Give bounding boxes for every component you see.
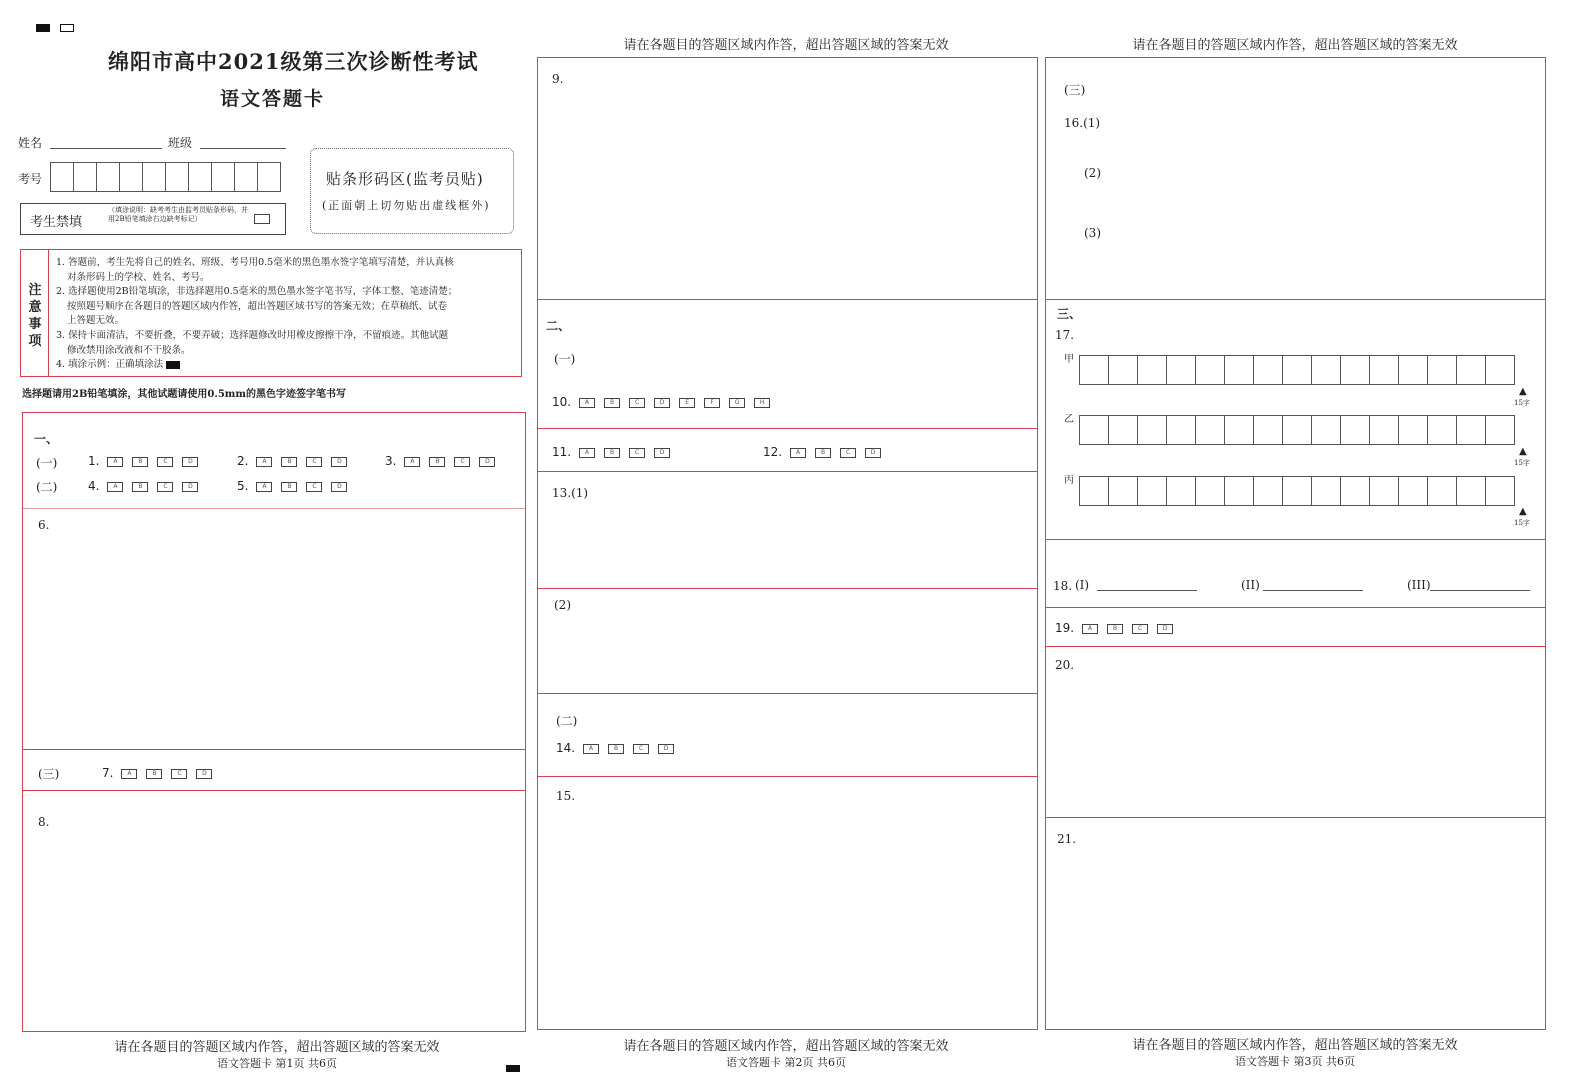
option-d-bubble[interactable]: D — [1157, 624, 1173, 634]
option-a-bubble[interactable]: A — [107, 457, 123, 467]
q13-1-label: 13.(1) — [552, 486, 589, 500]
grid-cell[interactable] — [120, 163, 143, 191]
option-d-bubble[interactable]: D — [654, 398, 670, 408]
grid-cell[interactable] — [1312, 477, 1341, 505]
divider — [538, 693, 1037, 694]
q13-2-answer-area[interactable] — [539, 589, 1036, 692]
grid-cell[interactable] — [1080, 416, 1109, 444]
grid-cell[interactable] — [1486, 477, 1515, 505]
option-a-bubble[interactable]: A — [790, 448, 806, 458]
q15-label: 15. — [556, 789, 576, 803]
grid-cell[interactable] — [1399, 416, 1428, 444]
option-c-bubble[interactable]: C — [629, 398, 645, 408]
q7-options[interactable] — [102, 766, 221, 780]
grid-cell[interactable] — [97, 163, 120, 191]
option-b-bubble[interactable]: B — [608, 744, 624, 754]
q5-options[interactable] — [237, 479, 356, 493]
option-a-bubble[interactable]: A — [404, 457, 420, 467]
warning-page1: 请在各题目的答题区域内作答，超出答题区域的答案无效 — [114, 1040, 440, 1055]
option-b-bubble[interactable]: B — [132, 482, 148, 492]
question-number: 10. — [552, 395, 572, 409]
limit-arrow: ▲ — [1519, 386, 1527, 397]
divider — [1046, 817, 1545, 818]
notice-divider — [48, 250, 49, 376]
option-b-bubble[interactable]: B — [1107, 624, 1123, 634]
question-number: 19. — [1055, 621, 1075, 635]
option-d-bubble[interactable]: D — [658, 744, 674, 754]
q16-3-label: (3) — [1084, 226, 1101, 240]
option-b-bubble[interactable]: B — [604, 448, 620, 458]
grid-cell[interactable] — [1312, 356, 1341, 384]
question-number: 3. — [385, 454, 397, 468]
option-c-bubble[interactable]: C — [454, 457, 470, 467]
question-number: 14. — [556, 741, 576, 755]
grid-cell[interactable] — [1486, 416, 1515, 444]
grid-cell[interactable] — [1370, 356, 1399, 384]
class-label: 班级 — [168, 136, 193, 150]
q8-answer-area[interactable] — [24, 792, 524, 1030]
divider — [538, 428, 1037, 429]
barcode-note: (正面朝上切勿贴出虚线框外) — [322, 199, 491, 212]
row-label-yi: 乙 — [1064, 414, 1074, 425]
q18-part-3: (III) — [1407, 578, 1431, 592]
q14-options[interactable] — [556, 741, 683, 755]
sub-three-label: (三) — [38, 767, 60, 781]
limit-label: 15字 — [1514, 399, 1530, 407]
footer-page3: 语文答题卡 第3页 共6页 — [1235, 1055, 1355, 1068]
option-a-bubble[interactable]: A — [1082, 624, 1098, 634]
divider — [538, 776, 1037, 777]
grid-cell[interactable] — [189, 163, 212, 191]
option-c-bubble[interactable]: C — [171, 769, 187, 779]
class-field[interactable] — [200, 148, 286, 149]
q11-options[interactable] — [552, 445, 679, 459]
option-c-bubble[interactable]: C — [629, 448, 645, 458]
notice-label: 注 意 事 项 — [28, 283, 42, 349]
option-d-bubble[interactable]: D — [865, 448, 881, 458]
q18-part-1: (I) — [1075, 578, 1090, 592]
q18-part-2: (II) — [1241, 578, 1260, 592]
grid-cell[interactable] — [1109, 477, 1138, 505]
grid-cell[interactable] — [1225, 356, 1254, 384]
limit-label: 15字 — [1514, 459, 1530, 467]
option-e-bubble[interactable]: E — [679, 398, 695, 408]
divider — [23, 790, 525, 791]
grid-cell[interactable] — [1167, 477, 1196, 505]
grid-cell[interactable] — [1196, 356, 1225, 384]
grid-cell[interactable] — [1428, 477, 1457, 505]
q16-1-label: 16.(1) — [1064, 116, 1101, 130]
q9-answer-area[interactable] — [539, 59, 1036, 298]
option-c-bubble[interactable]: C — [306, 457, 322, 467]
barcode-area — [310, 148, 514, 234]
grid-cell[interactable] — [166, 163, 189, 191]
registration-mark-bottom — [506, 1065, 520, 1072]
grid-cell[interactable] — [1109, 416, 1138, 444]
option-c-bubble[interactable]: C — [840, 448, 856, 458]
fill-example — [166, 361, 180, 369]
grid-cell[interactable] — [1370, 416, 1399, 444]
grid-cell[interactable] — [1341, 416, 1370, 444]
grid-cell[interactable] — [1254, 356, 1283, 384]
grid-cell[interactable] — [1225, 477, 1254, 505]
divider — [1046, 607, 1545, 608]
grid-cell[interactable] — [235, 163, 258, 191]
warning-page3: 请在各题目的答题区域内作答，超出答题区域的答案无效 — [1132, 1038, 1458, 1053]
q21-label: 21. — [1057, 832, 1077, 846]
name-field[interactable] — [50, 148, 162, 149]
q16-2-label: (2) — [1084, 166, 1101, 180]
option-b-bubble[interactable]: B — [604, 398, 620, 408]
option-b-bubble[interactable]: B — [146, 769, 162, 779]
option-a-bubble[interactable]: A — [121, 769, 137, 779]
option-a-bubble[interactable]: A — [256, 482, 272, 492]
id-label: 考号 — [18, 172, 43, 186]
option-d-bubble[interactable]: D — [654, 448, 670, 458]
option-b-bubble[interactable]: B — [429, 457, 445, 467]
option-g-bubble[interactable]: G — [729, 398, 745, 408]
q15-answer-area[interactable] — [539, 778, 1036, 1028]
q13-1-answer-area[interactable] — [539, 472, 1036, 587]
q18-blank-2[interactable] — [1263, 590, 1363, 591]
option-c-bubble[interactable]: C — [1132, 624, 1148, 634]
warning-top-col2: 请在各题目的答题区域内作答，超出答题区域的答案无效 — [623, 38, 949, 53]
q13-2-label: (2) — [554, 598, 571, 612]
grid-cell[interactable] — [1254, 416, 1283, 444]
barcode-title: 贴条形码区(监考员贴) — [326, 170, 484, 188]
option-b-bubble[interactable]: B — [132, 457, 148, 467]
q18-blank-1[interactable] — [1097, 590, 1197, 591]
divider — [23, 749, 525, 750]
col2-sub-two: (二) — [556, 714, 578, 728]
grid-cell[interactable] — [1457, 356, 1486, 384]
grid-cell[interactable] — [1399, 356, 1428, 384]
notice-text: 1. 答题前，考生先将自己的姓名、班级、考号用0.5毫米的黑色墨水签字笔填写清楚，并认真核 对条形码上的学校、姓名、考号。 2. 选择题使用2B铅笔填涂，非选择题用0.5毫米的黑色墨水签字笔书写，字体工整、笔迹清楚； 按照题号顺序在各题目的答题区域内作答，超出答题区域书写的答案无效；在草稿纸、试卷 上答题无效。 3. 保持卡面清洁，不要折叠，不要弄破；选择题修改时用橡皮擦擦干净，不留痕迹。其他试题 修改禁用涂改液和不干胶条。 4. 填涂示例：正确填涂法 — [56, 257, 458, 371]
q1-options[interactable] — [88, 454, 207, 468]
option-d-bubble[interactable]: D — [182, 457, 198, 467]
q4-options[interactable] — [88, 479, 207, 493]
grid-cell[interactable] — [1196, 477, 1225, 505]
divider — [538, 299, 1037, 300]
q12-options[interactable] — [763, 445, 890, 459]
grid-cell[interactable] — [1486, 356, 1515, 384]
option-c-bubble[interactable]: C — [633, 744, 649, 754]
grid-cell[interactable] — [1341, 477, 1370, 505]
grid-cell[interactable] — [1109, 356, 1138, 384]
q20-answer-area[interactable] — [1047, 648, 1544, 816]
limit-arrow: ▲ — [1519, 506, 1527, 517]
row-label-jia: 甲 — [1064, 354, 1074, 365]
grid-cell[interactable] — [143, 163, 166, 191]
q18-blank-3[interactable] — [1430, 590, 1530, 591]
q17-label: 17. — [1055, 328, 1075, 342]
col2-sub-one: (一) — [554, 352, 576, 366]
option-a-bubble[interactable]: A — [579, 398, 595, 408]
warning-page2: 请在各题目的答题区域内作答，超出答题区域的答案无效 — [623, 1039, 949, 1054]
name-label: 姓名 — [18, 136, 43, 150]
option-c-bubble[interactable]: C — [157, 457, 173, 467]
grid-cell[interactable] — [1080, 477, 1109, 505]
exam-title: 绵阳市高中2021级第三次诊断性考试 — [108, 49, 479, 74]
grid-cell[interactable] — [1428, 416, 1457, 444]
grid-cell[interactable] — [74, 163, 97, 191]
divider — [1046, 299, 1545, 300]
grid-cell[interactable] — [51, 163, 74, 191]
option-c-bubble[interactable]: C — [306, 482, 322, 492]
q17-grid-jia[interactable] — [1079, 355, 1515, 385]
absent-note: （填涂说明：缺考考生由监考员贴条形码，并用2B铅笔填涂右边缺考标记） — [108, 206, 248, 223]
sub-two-label: (二) — [36, 480, 58, 494]
option-d-bubble[interactable]: D — [331, 457, 347, 467]
q17-grid-bing[interactable] — [1079, 476, 1515, 506]
footer-page2: 语文答题卡 第2页 共6页 — [726, 1056, 846, 1069]
question-number: 5. — [237, 479, 249, 493]
grid-cell[interactable] — [1457, 416, 1486, 444]
grid-cell[interactable] — [1399, 477, 1428, 505]
question-number: 1. — [88, 454, 100, 468]
limit-arrow: ▲ — [1519, 446, 1527, 457]
limit-label: 15字 — [1514, 519, 1530, 527]
q19-options[interactable] — [1055, 621, 1182, 635]
footer-page1: 语文答题卡 第1页 共6页 — [217, 1057, 337, 1070]
grid-cell[interactable] — [1283, 477, 1312, 505]
grid-cell[interactable] — [1138, 356, 1167, 384]
grid-cell[interactable] — [1080, 356, 1109, 384]
option-d-bubble[interactable]: D — [331, 482, 347, 492]
option-d-bubble[interactable]: D — [182, 482, 198, 492]
q16-answer-area[interactable] — [1047, 59, 1544, 298]
option-b-bubble[interactable]: B — [815, 448, 831, 458]
grid-cell[interactable] — [1341, 356, 1370, 384]
q8-label: 8. — [38, 815, 50, 829]
grid-cell[interactable] — [1283, 356, 1312, 384]
divider — [1046, 539, 1545, 540]
registration-mark-black — [36, 24, 50, 32]
q10-options[interactable] — [552, 395, 779, 409]
q20-label: 20. — [1055, 658, 1075, 672]
section-one: 一、 — [34, 432, 59, 446]
option-h-bubble[interactable]: H — [754, 398, 770, 408]
option-d-bubble[interactable]: D — [479, 457, 495, 467]
option-f-bubble[interactable]: F — [704, 398, 720, 408]
grid-cell[interactable] — [1428, 356, 1457, 384]
section-two: 二、 — [546, 319, 571, 333]
grid-cell[interactable] — [1138, 477, 1167, 505]
option-b-bubble[interactable]: B — [281, 457, 297, 467]
grid-cell[interactable] — [1254, 477, 1283, 505]
sub-one-label: (一) — [36, 456, 58, 470]
q9-label: 9. — [552, 72, 564, 86]
q2-options[interactable] — [237, 454, 356, 468]
grid-cell[interactable] — [1312, 416, 1341, 444]
question-number: 2. — [237, 454, 249, 468]
option-a-bubble[interactable]: A — [583, 744, 599, 754]
option-c-bubble[interactable]: C — [157, 482, 173, 492]
grid-cell[interactable] — [1283, 416, 1312, 444]
absent-checkbox[interactable] — [254, 214, 270, 224]
question-number: 4. — [88, 479, 100, 493]
col3-sub-three: (三) — [1064, 83, 1086, 97]
q18-label: 18. — [1053, 579, 1073, 593]
grid-cell[interactable] — [1457, 477, 1486, 505]
q17-grid-yi[interactable] — [1079, 415, 1515, 445]
grid-cell[interactable] — [1370, 477, 1399, 505]
grid-cell[interactable] — [1196, 416, 1225, 444]
grid-cell[interactable] — [1225, 416, 1254, 444]
grid-cell[interactable] — [1138, 416, 1167, 444]
option-d-bubble[interactable]: D — [196, 769, 212, 779]
q6-label: 6. — [38, 518, 50, 532]
divider — [1046, 646, 1545, 647]
q21-answer-area[interactable] — [1047, 819, 1544, 1028]
option-a-bubble[interactable]: A — [107, 482, 123, 492]
grid-cell[interactable] — [1167, 356, 1196, 384]
fill-instruction: 选择题请用2B铅笔填涂，其他试题请使用0.5mm的黑色字迹签字笔书写 — [22, 389, 346, 400]
absent-label: 考生禁填 — [30, 215, 83, 230]
q3-options[interactable] — [385, 454, 504, 468]
question-number: 11. — [552, 445, 572, 459]
grid-cell[interactable] — [258, 163, 281, 191]
question-number: 12. — [763, 445, 783, 459]
section-three: 三、 — [1057, 307, 1082, 321]
exam-id-cells[interactable] — [50, 162, 281, 192]
q6-answer-area[interactable] — [24, 509, 524, 749]
warning-top-col3: 请在各题目的答题区域内作答，超出答题区域的答案无效 — [1132, 38, 1458, 53]
row-label-bing: 丙 — [1064, 475, 1074, 486]
grid-cell[interactable] — [212, 163, 235, 191]
question-number: 7. — [102, 766, 114, 780]
option-a-bubble[interactable]: A — [579, 448, 595, 458]
option-a-bubble[interactable]: A — [256, 457, 272, 467]
card-subtitle: 语文答题卡 — [220, 88, 326, 110]
option-b-bubble[interactable]: B — [281, 482, 297, 492]
grid-cell[interactable] — [1167, 416, 1196, 444]
registration-mark-white — [60, 24, 74, 32]
